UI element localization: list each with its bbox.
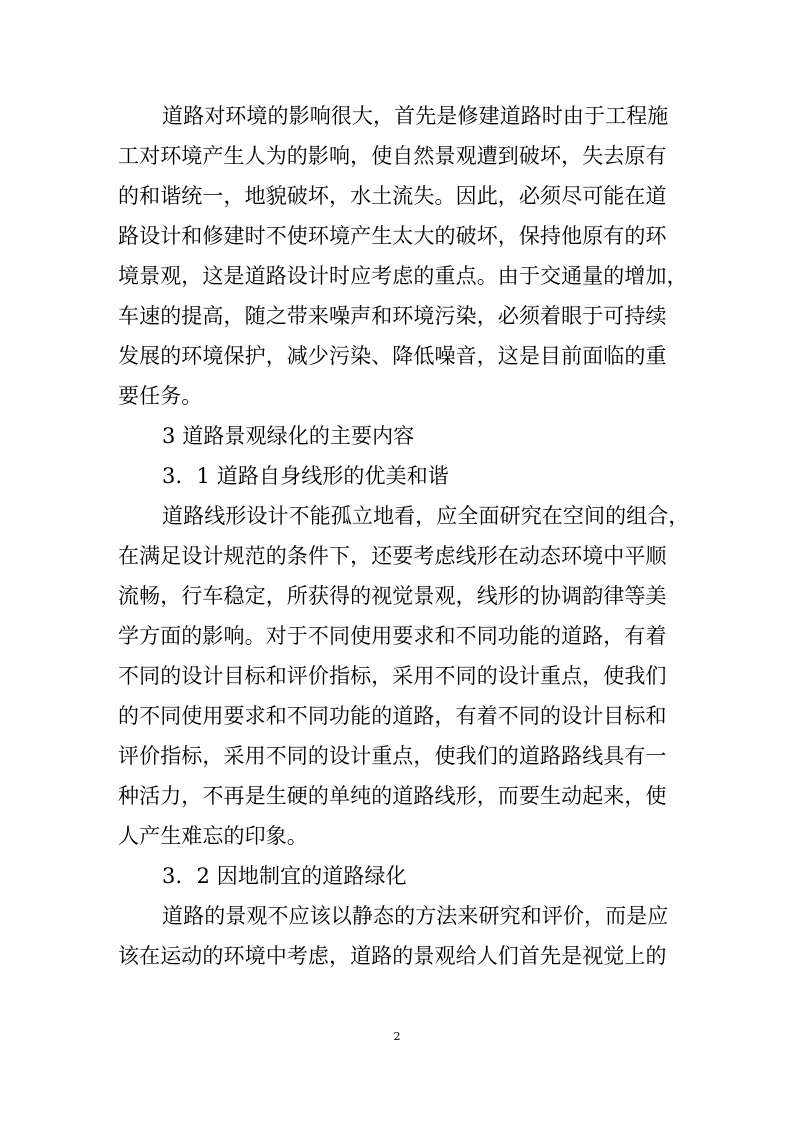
paragraph-line: 评价指标，采用不同的设计重点，使我们的道路路线具有一 — [118, 744, 667, 768]
paragraph-line: 种活力，不再是生硬的单纯的道路线形，而要生动起来，使 — [118, 784, 667, 808]
paragraph-line: 要任务。 — [118, 384, 203, 408]
paragraph-line: 人产生难忘的印象。 — [118, 824, 308, 848]
paragraph-line: 道路线形设计不能孤立地看，应全面研究在空间的组合， — [162, 504, 690, 528]
paragraph-line: 发展的环境保护，减少污染、降低噪音，这是目前面临的重 — [118, 344, 667, 368]
paragraph-line: 的不同使用要求和不同功能的道路，有着不同的设计目标和 — [118, 704, 667, 728]
paragraph-line: 道路对环境的影响很大，首先是修建道路时由于工程施 — [162, 104, 669, 128]
paragraph-line: 在满足设计规范的条件下，还要考虑线形在动态环境中平顺 — [118, 544, 667, 568]
section-heading: 3 道路景观绿化的主要内容 — [162, 424, 415, 448]
paragraph-line: 境景观，这是道路设计时应考虑的重点。由于交通量的增加， — [118, 264, 688, 288]
paragraph-line: 学方面的影响。对于不同使用要求和不同功能的道路，有着 — [118, 624, 667, 648]
paragraph-line: 不同的设计目标和评价指标，采用不同的设计重点，使我们 — [118, 664, 667, 688]
paragraph-line: 流畅，行车稳定，所获得的视觉景观，线形的协调韵律等美 — [118, 584, 667, 608]
body-text — [118, 96, 690, 976]
paragraph-line: 的和谐统一，地貌破坏，水土流失。因此，必须尽可能在道 — [118, 184, 667, 208]
subsection-heading: 3．1 道路自身线形的优美和谐 — [162, 464, 449, 488]
subsection-heading: 3．2 因地制宜的道路绿化 — [162, 864, 407, 888]
page-number: 2 — [393, 1030, 401, 1043]
paragraph-line: 道路的景观不应该以静态的方法来研究和评价，而是应 — [162, 904, 669, 928]
paragraph-line: 路设计和修建时不使环境产生太大的破坏，保持他原有的环 — [118, 224, 667, 248]
paragraph-line: 工对环境产生人为的影响，使自然景观遭到破坏，失去原有 — [118, 144, 667, 168]
paragraph-line: 车速的提高，随之带来噪声和环境污染，必须着眼于可持续 — [118, 304, 667, 328]
paragraph-line: 该在运动的环境中考虑，道路的景观给人们首先是视觉上的 — [118, 944, 667, 968]
